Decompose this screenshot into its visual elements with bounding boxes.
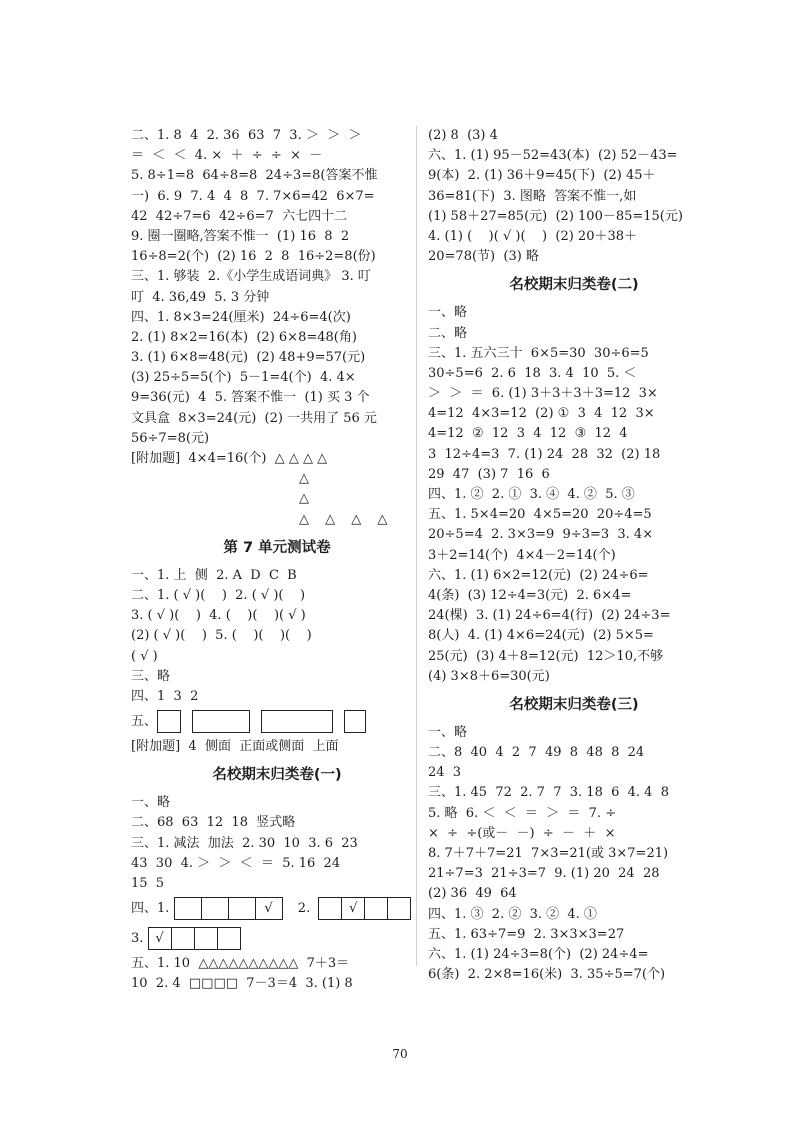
answer-line: 21÷7=3 21÷3=7 9. (1) 20 24 28 xyxy=(428,866,660,882)
answer-line: 9=36(元) 4 5. 答案不惟一 (1) 买 3 个 xyxy=(131,390,370,406)
answer-line: (2) 8 (3) 4 xyxy=(428,128,498,143)
answer-line: 四、1. ③ 2. ② 3. ② 4. ① xyxy=(428,906,597,922)
checked-answer-box: √ xyxy=(148,927,172,950)
answer-box xyxy=(228,897,256,920)
triangle-pattern-line: △ △ △ △ xyxy=(299,511,394,527)
answer-line: 三、1. 够装 2.《小学生成语词典》 3. 叮 xyxy=(131,269,371,285)
answer-line: (2) ( √ )( ) 5. ( )( )( ) xyxy=(131,628,312,644)
triangle-pattern-line: △ xyxy=(299,491,315,507)
answer-line: ( √ ) xyxy=(131,648,158,664)
answer-line: 4=12 4×3=12 (2) ① 3 4 12 3× xyxy=(428,406,655,422)
answer-line: 叮 4. 36,49 5. 3 分钟 xyxy=(131,289,270,305)
answer-line: 24 3 xyxy=(428,765,462,781)
answer-line: ＝ ＜ ＜ 4. × ＋ ÷ ÷ × － xyxy=(131,148,323,164)
answer-line: 六、1. (1) 95－52=43(本) (2) 52－43= xyxy=(428,148,678,164)
answer-box-line xyxy=(131,894,423,924)
answer-line: 8. 7＋7＋7=21 7×3=21(或 3×7=21) xyxy=(428,846,669,861)
checked-answer-box: √ xyxy=(255,897,283,920)
answer-line: 3. ( √ )( ) 4. ( )( )( √ ) xyxy=(131,608,306,624)
answer-line: (2) 36 49 64 xyxy=(428,886,517,902)
answer-box xyxy=(171,927,195,950)
answer-line: 六、1. (1) 24÷3=8(个) (2) 24÷4= xyxy=(428,946,649,962)
answer-line: 二、68 63 12 18 竖式略 xyxy=(131,815,296,831)
answer-line: 一、略 xyxy=(428,305,468,321)
answer-box-line xyxy=(131,924,423,954)
section-title: 名校期末归类卷(一) xyxy=(212,767,342,784)
answer-line: 文具盒 8×3=24(元) (2) 一共用了 56 元 xyxy=(131,410,377,426)
answer-line: 二、1. ( √ )( ) 2. ( √ )( ) xyxy=(131,587,306,603)
answer-line: 二、8 40 4 2 7 49 8 48 8 24 xyxy=(428,745,645,761)
answer-line: × ÷ ÷(或－ －) ÷ － ＋ × xyxy=(428,825,616,841)
section-title: 名校期末归类卷(二) xyxy=(509,277,639,294)
checked-answer-box: √ xyxy=(341,897,365,920)
answer-line: 三、略 xyxy=(131,668,171,684)
answer-box xyxy=(387,897,411,920)
answer-line: 30÷5=6 2. 6 18 3. 4 10 5. ＜ xyxy=(428,365,637,381)
answer-line: 24(棵) 3. (1) 24÷6=4(行) (2) 24÷3= xyxy=(428,608,671,624)
answer-box xyxy=(261,710,333,733)
answer-line: 20÷5=4 2. 3×3=9 9÷3=3 3. 4× xyxy=(428,527,654,543)
answer-line: 一) 6. 9 7. 4 4 8 7. 7×6=42 6×7= xyxy=(131,188,375,204)
answer-line: 20=78(节) (3) 略 xyxy=(428,249,539,265)
answer-line: [附加题] 4 侧面 正面或侧面 上面 xyxy=(131,739,339,755)
answer-box xyxy=(217,927,241,950)
answer-line: 43 30 4. ＞ ＞ ＜ ＝ 5. 16 24 xyxy=(131,855,341,871)
answer-box xyxy=(157,710,181,733)
section-title: 名校期末归类卷(三) xyxy=(509,696,639,713)
answer-line: 三、1. 五六三十 6×5=30 30÷6=5 xyxy=(428,345,649,361)
answer-line: 42 42÷7=6 42÷6=7 六七四十二 xyxy=(131,208,348,224)
answer-line: ＞ ＞ ＝ 6. (1) 3＋3＋3＋3=12 3× xyxy=(428,386,658,402)
answer-line: (4) 3×8＋6=30(元) xyxy=(428,668,550,684)
answer-line: 6(条) 2. 2×8=16(米) 3. 35÷5=7(个) xyxy=(428,967,666,983)
answer-line: 五、1. 63÷7=9 2. 3×3×3=27 xyxy=(428,926,625,942)
answer-line: 5. 略 6. ＜ ＜ ＝ ＞ ＝ 7. ÷ xyxy=(428,805,617,821)
box-line-prefix: 四、1. xyxy=(131,901,174,917)
answer-line: 二、1. 8 4 2. 36 63 7 3. ＞ ＞ ＞ xyxy=(131,128,362,143)
box-line-separator: 2. xyxy=(289,901,311,917)
answer-box xyxy=(192,710,250,733)
answer-box xyxy=(344,710,366,733)
answer-line: 10 2. 4 □□□□ 7－3＝4 3. (1) 8 xyxy=(131,976,353,992)
left-answer-column xyxy=(131,126,423,995)
answer-line: 四、1. 8×3=24(厘米) 24÷6=4(次) xyxy=(131,309,351,325)
answer-line: (1) 58＋27=85(元) (2) 100－85=15(元) xyxy=(428,208,683,224)
answer-line: 三、1. 45 72 2. 7 7 3. 18 6 4. 4 8 xyxy=(428,785,669,801)
answer-line: 四、1. ② 2. ① 3. ④ 4. ② 5. ③ xyxy=(428,487,635,502)
answer-line: 5. 8÷1=8 64÷8=8 24÷3=8(答案不惟 xyxy=(131,168,378,184)
answer-line: 四、1 3 2 xyxy=(131,688,199,704)
triangle-pattern-line: △ xyxy=(299,471,315,487)
right-answer-column xyxy=(428,126,720,985)
box-line-prefix: 3. xyxy=(131,931,148,947)
answer-line: 56÷7=8(元) xyxy=(131,430,210,446)
answer-line: 15 5 xyxy=(131,876,165,891)
answer-line: 36=81(下) 3. 图略 答案不惟一,如 xyxy=(428,188,637,204)
answer-line: 3. (1) 6×8=48(元) (2) 48+9=57(元) xyxy=(131,350,366,366)
answer-line: 2. (1) 8×2=16(本) (2) 6×8=48(角) xyxy=(131,329,357,345)
answer-box xyxy=(194,927,218,950)
answer-line: 一、1. 上 侧 2. A D C B xyxy=(131,567,297,583)
answer-box-line xyxy=(131,707,423,737)
answer-line: [附加题] 4×4=16(个) △ △ △ △ xyxy=(131,451,328,466)
answer-line: 一、略 xyxy=(428,724,468,740)
page-number: 70 xyxy=(392,1047,408,1061)
answer-line: 二、略 xyxy=(428,325,468,341)
answer-box xyxy=(174,897,202,920)
answer-line: 一、略 xyxy=(131,795,171,811)
answer-line: 4. (1) ( )( √ )( ) (2) 20＋38＋ xyxy=(428,228,638,244)
answer-line: (3) 25÷5=5(个) 5－1=4(个) 4. 4× xyxy=(131,370,356,386)
answer-line: 25(元) (3) 4＋8=12(元) 12＞10,不够 xyxy=(428,648,664,664)
answer-line: 29 47 (3) 7 16 6 xyxy=(428,466,550,482)
answer-line: 五、1. 10 △△△△△△△△△△ 7＋3＝ xyxy=(131,956,350,972)
answer-box xyxy=(364,897,388,920)
answer-line: 4=12 ② 12 3 4 12 ③ 12 4 xyxy=(428,426,628,442)
answer-box xyxy=(318,897,342,920)
box-line-prefix: 五、 xyxy=(131,714,158,730)
answer-line: 3 12÷4=3 7. (1) 24 28 32 (2) 18 xyxy=(428,446,661,462)
answer-line: 9. 圈一圈略,答案不惟一 (1) 16 8 2 xyxy=(131,228,350,244)
answer-line: 3＋2=14(个) 4×4－2=14(个) xyxy=(428,547,616,563)
answer-line: 9(本) 2. (1) 36＋9=45(下) (2) 45＋ xyxy=(428,168,656,184)
answer-line: 16÷8=2(个) (2) 16 2 8 16÷2=8(份) xyxy=(131,249,376,265)
section-title: 第 7 单元测试卷 xyxy=(223,539,331,556)
answer-line: 4(条) (3) 12÷4=3(元) 2. 6×4= xyxy=(428,587,632,603)
answer-line: 三、1. 减法 加法 2. 30 10 3. 6 23 xyxy=(131,835,358,851)
answer-line: 8(人) 4. (1) 4×6=24(元) (2) 5×5= xyxy=(428,628,654,644)
answer-line: 六、1. (1) 6×2=12(元) (2) 24÷6= xyxy=(428,567,649,583)
answer-box xyxy=(201,897,229,920)
answer-line: 五、1. 5×4=20 4×5=20 20÷4=5 xyxy=(428,507,652,523)
